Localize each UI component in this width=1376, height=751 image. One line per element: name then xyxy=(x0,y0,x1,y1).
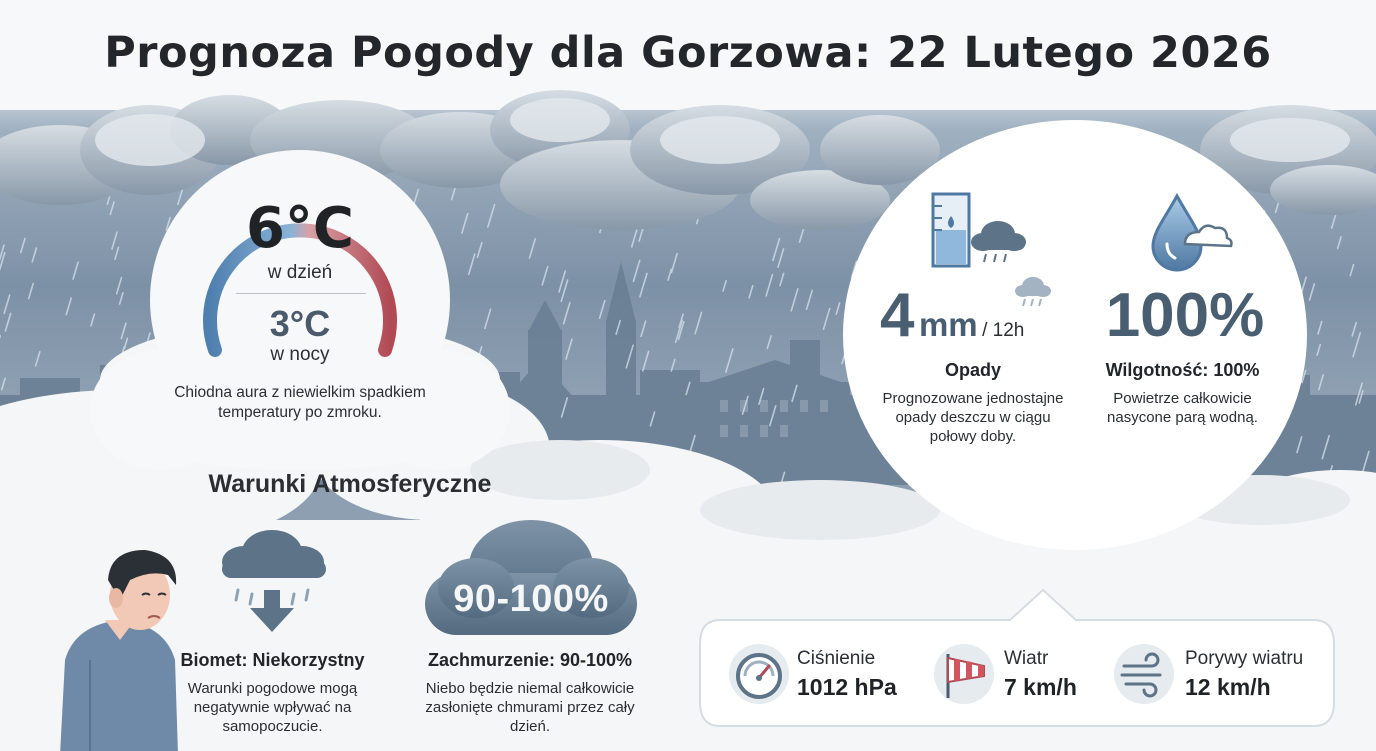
wind-value: 7 km/h xyxy=(1004,674,1077,700)
precipitation-title: Opady xyxy=(944,360,1001,380)
windsock-icon xyxy=(932,642,996,706)
night-temperature-label: w nocy xyxy=(270,344,330,365)
wind-gust-value: 12 km/h xyxy=(1185,674,1271,700)
cloud-cover-badge: 90-100% xyxy=(453,578,609,620)
biomet-title: Biomet: Niekorzystny xyxy=(180,650,365,670)
biomet-description: Warunki pogodowe mogą negatywnie wpływać na samopoczucie. xyxy=(187,680,358,735)
humidity-value: 100% xyxy=(1105,281,1265,350)
wind-gust-label: Porywy wiatru xyxy=(1185,648,1304,669)
precipitation-amount: 4 xyxy=(880,281,915,350)
temperature-description: Chiodna aura z niewielkim spadkiem temperatury po zmroku. xyxy=(174,384,426,421)
wind-label: Wiatr xyxy=(1004,648,1049,669)
wind-gust-icon xyxy=(1112,642,1176,706)
page-title: Prognoza Pogody dla Gorzowa: 22 Lutego 2026 xyxy=(104,28,1272,78)
precipitation-description: Prognozowane jednostajne opady deszczu w ciągu połowy doby. xyxy=(882,390,1064,445)
cloudiness-description: Niebo będzie niemal całkowicie zasłonięte chmurami przez cały dzień. xyxy=(425,680,635,735)
day-temperature-label: w dzień xyxy=(267,262,333,283)
conditions-heading: Warunki Atmosferyczne xyxy=(208,470,492,498)
water-drop-icon xyxy=(1145,192,1235,272)
rain-gauge-icon xyxy=(928,190,1028,270)
pressure-gauge-icon xyxy=(727,642,791,706)
humidity-title: Wilgotność: 100% xyxy=(1105,360,1260,380)
day-temperature: 6°C xyxy=(245,196,355,261)
humidity-description: Powietrze całkowicie nasycone parą wodną. xyxy=(1107,390,1258,426)
pressure-value: 1012 hPa xyxy=(797,674,897,700)
pressure-label: Ciśnienie xyxy=(797,648,876,669)
precipitation-value xyxy=(880,280,1080,351)
cloudiness-title: Zachmurzenie: 90-100% xyxy=(427,650,633,670)
night-temperature: 3°C xyxy=(269,303,331,344)
pressure-down-cloud-icon xyxy=(212,520,332,640)
temperature-divider xyxy=(236,293,366,294)
precipitation-period: / 12h xyxy=(982,320,1025,341)
precipitation-unit: mm xyxy=(918,306,978,343)
